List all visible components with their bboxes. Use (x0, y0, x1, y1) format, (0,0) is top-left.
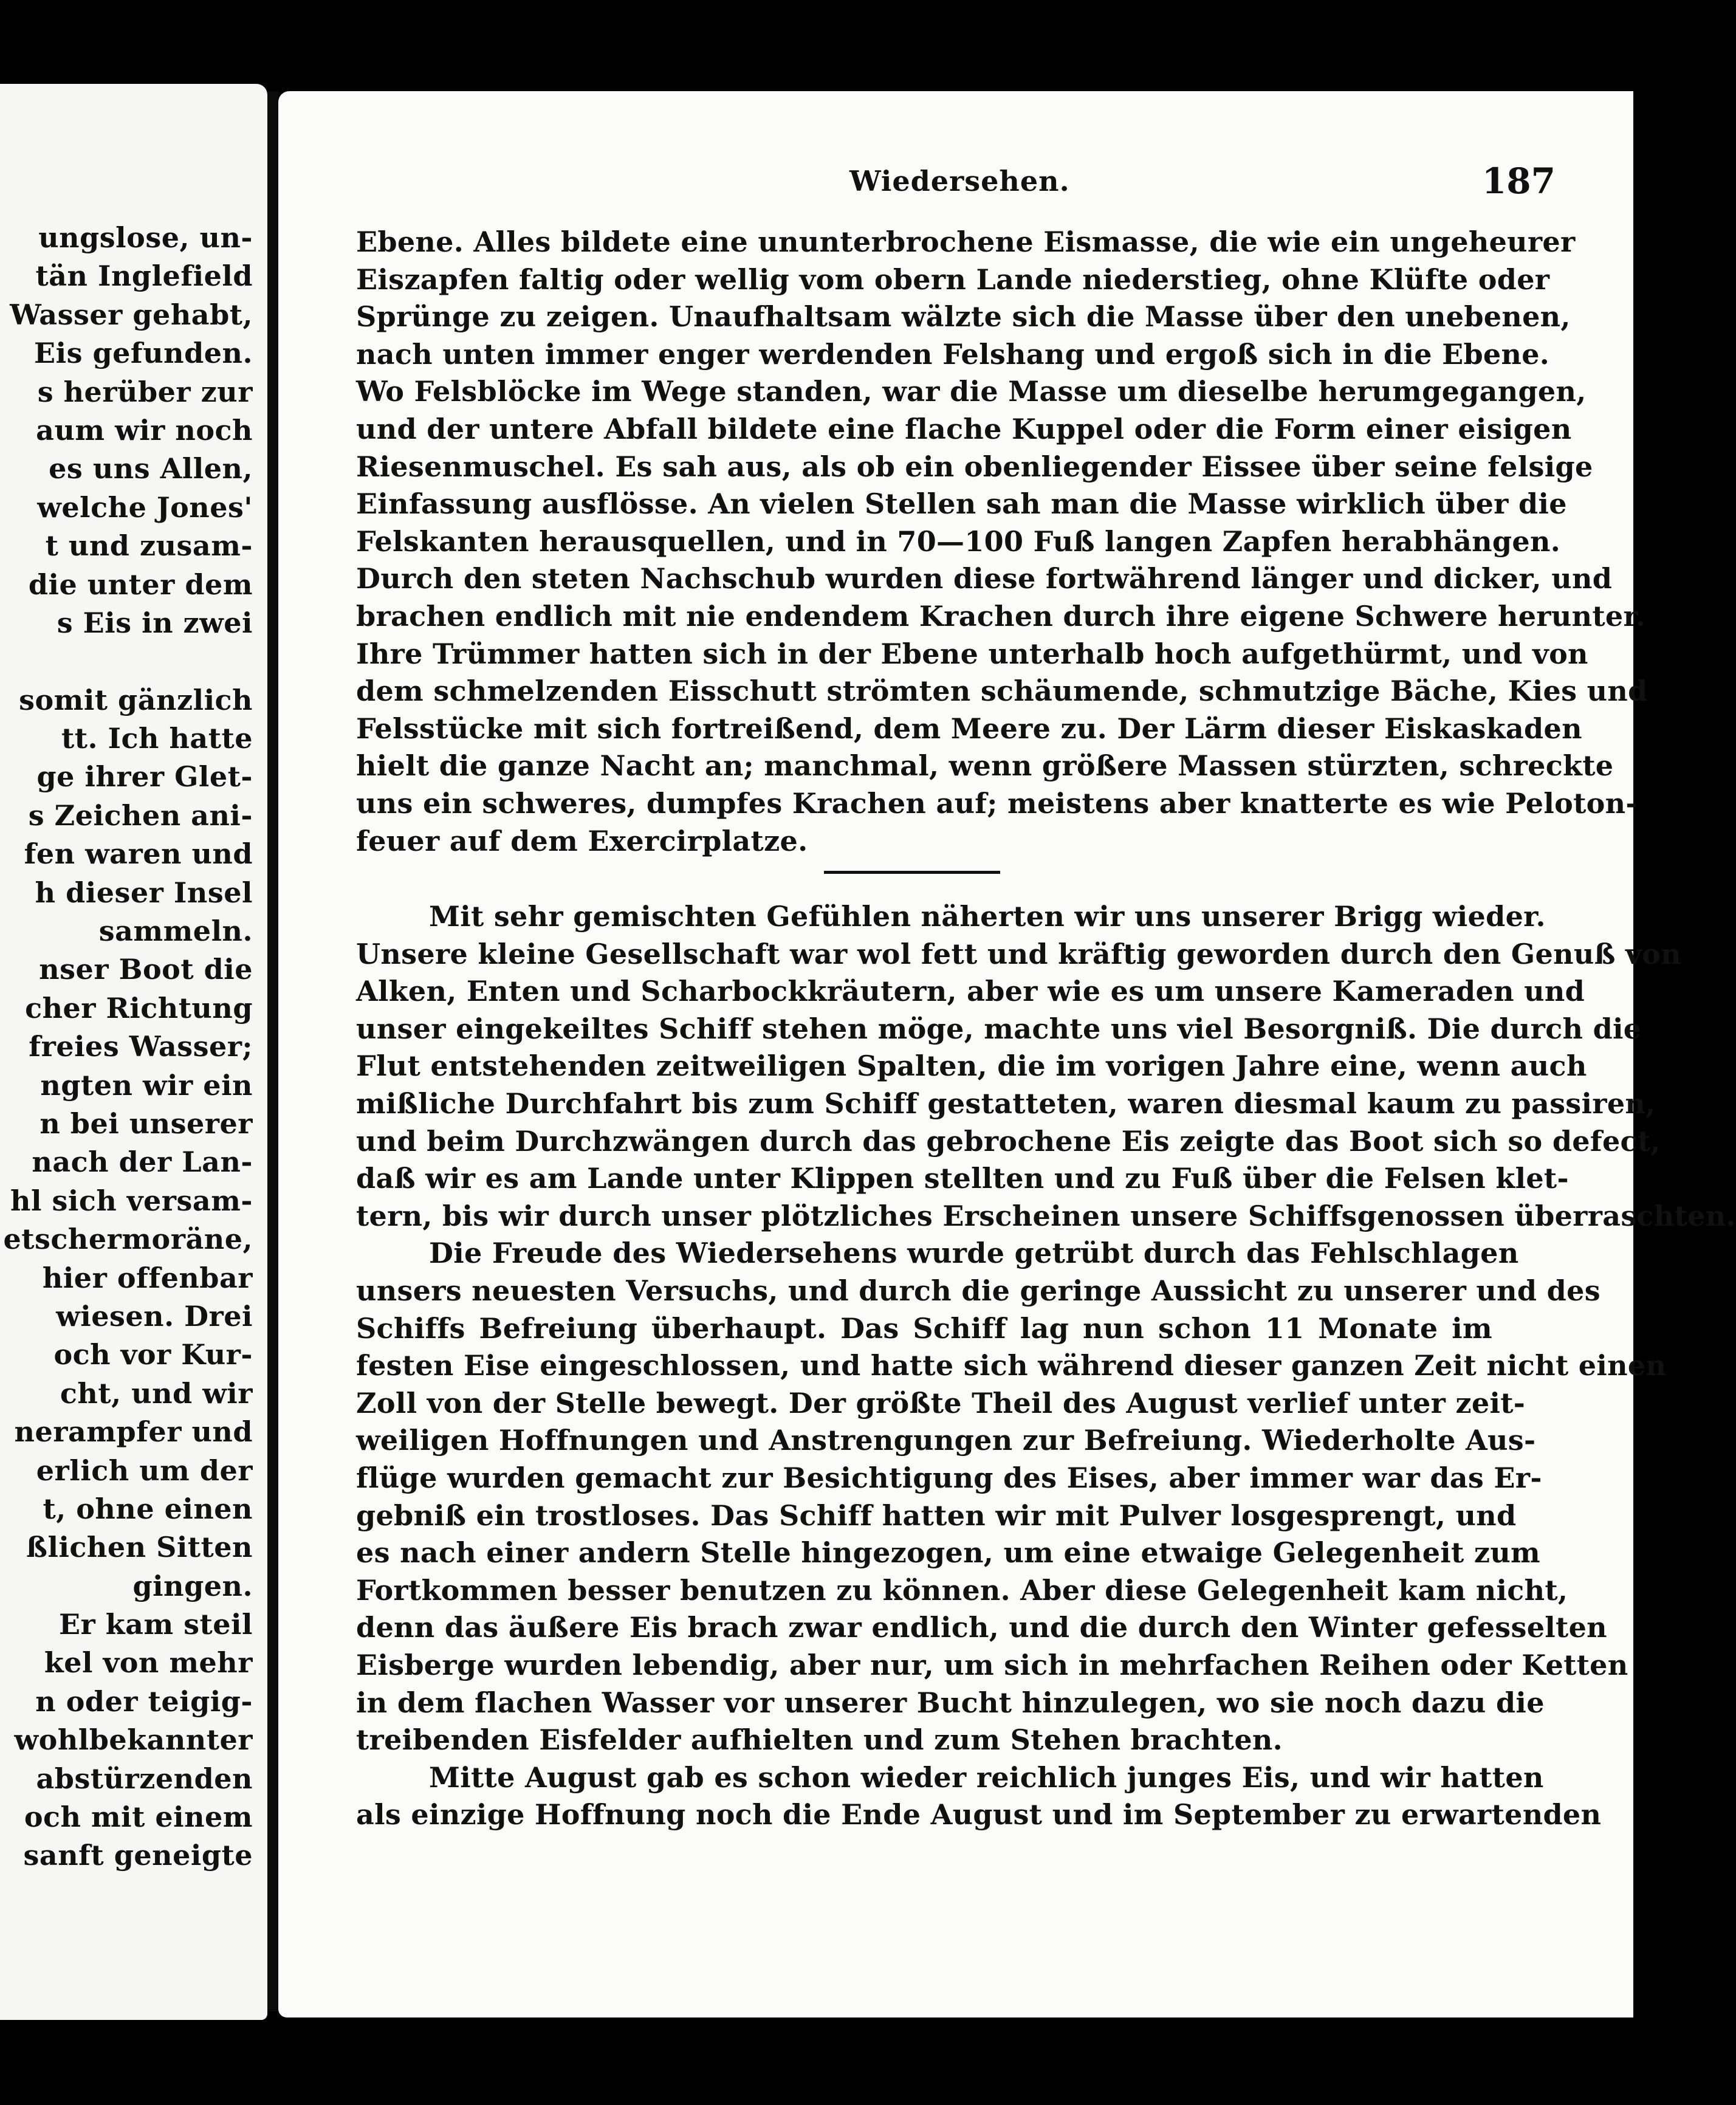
section-divider (824, 871, 1000, 874)
text-line: Wo Felsblöcke im Wege standen, war die Masse um dieselbe herumgegangen, (356, 375, 1587, 408)
text-line: flüge wurden gemacht zur Besichtigung des Eises, aber immer war das Er- (356, 1461, 1542, 1494)
left-page-line: s Zeichen ani- (28, 798, 253, 832)
left-page-line: ngten wir ein (40, 1068, 253, 1102)
text-line: denn das äußere Eis brach zwar endlich, und die durch den Winter gefesselten (356, 1611, 1607, 1644)
left-page-line: freies Wasser; (29, 1030, 253, 1063)
text-line: Zoll von der Stelle bewegt. Der größte Theil des August verlief unter zeit- (356, 1386, 1526, 1420)
left-page-line: s Eis in zwei (57, 606, 253, 639)
left-page-line: ßlichen Sitten (26, 1531, 253, 1564)
left-page-line: tän Inglefield (35, 259, 253, 293)
left-page-line: tt. Ich hatte (61, 722, 253, 755)
text-line: Felskanten herausquellen, und in 70—100 Fuß langen Zapfen herabhängen. (356, 524, 1561, 558)
text-line: dem schmelzenden Eisschutt strömten schäumende, schmutzige Bäche, Kies und (356, 675, 1648, 708)
text-line: und beim Durchzwängen durch das gebrochene Eis zeigte das Boot sich so defect, (356, 1124, 1661, 1158)
text-line: Ihre Trümmer hatten sich in der Ebene unterhalb hoch aufgethürmt, und von (356, 637, 1588, 670)
text-line: tern, bis wir durch unser plötzliches Erscheinen unsere Schiffsgenossen überraschten. (356, 1199, 1736, 1232)
right-page (278, 91, 1736, 2017)
text-line: treibenden Eisfelder aufhielten und zum Stehen brachten. (356, 1723, 1283, 1757)
text-line: Sprünge zu zeigen. Unaufhaltsam wälzte sich die Masse über den unebenen, (356, 300, 1571, 334)
left-page-line: etschermoräne, (3, 1223, 253, 1256)
left-page-line: ge ihrer Glet- (36, 760, 253, 794)
text-line: Einfassung ausflösse. An vielen Stellen sah man die Masse wirklich über die (356, 487, 1567, 521)
text-line: festen Eise eingeschlossen, und hatte sich während dieser ganzen Zeit nicht einen (356, 1349, 1667, 1382)
left-page-line: och vor Kur- (53, 1338, 253, 1372)
left-page-line: kel von mehr (44, 1646, 253, 1680)
text-line: Fortkommen besser benutzen zu können. Aber diese Gelegenheit kam nicht, (356, 1573, 1568, 1607)
left-page-line: hl sich versam- (10, 1184, 253, 1217)
text-line: als einzige Hoffnung noch die Ende August und im September zu erwartenden (356, 1798, 1602, 1832)
text-line: Riesenmuschel. Es sah aus, als ob ein obenliegender Eissee über seine felsige (356, 450, 1593, 483)
left-page-line: hier offenbar (42, 1261, 253, 1294)
body-text (356, 224, 1736, 1834)
text-line: uns ein schweres, dumpfes Krachen auf; meistens aber knatterte es wie Peloton- (356, 786, 1638, 820)
book-gutter (267, 91, 278, 2011)
text-line: Felsstücke mit sich fortreißend, dem Meere zu. Der Lärm dieser Eiskaskaden (356, 712, 1582, 745)
left-page-line: Er kam steil (58, 1608, 253, 1641)
left-page-line: Wasser gehabt, (10, 298, 253, 331)
text-line: Eisberge wurden lebendig, aber nur, um sich in mehrfachen Reihen oder Ketten (356, 1648, 1628, 1681)
left-page-line: Eis gefunden. (34, 337, 253, 370)
left-page-line: h dieser Insel (35, 876, 253, 909)
paragraph (356, 898, 1736, 1235)
text-line: und der untere Abfall bildete eine flache Kuppel oder die Form einer eisigen (356, 412, 1572, 445)
text-line: feuer auf dem Exercirplatze. (356, 824, 808, 857)
left-page-line: cher Richtung (25, 991, 253, 1025)
text-line: weiligen Hoffnungen und Anstrengungen zur Befreiung. Wiederholte Aus- (356, 1424, 1536, 1457)
running-head (278, 157, 1633, 205)
text-line: Ebene. Alles bildete eine ununterbrochene Eismasse, die wie ein ungeheurer (356, 225, 1576, 258)
left-page-line: somit gänzlich (19, 683, 253, 716)
left-page-line: die unter dem (28, 568, 253, 601)
text-line: gebniß ein trostloses. Das Schiff hatten wir mit Pulver losgesprengt, und (356, 1499, 1517, 1532)
left-page-line: nach der Lan- (32, 1145, 253, 1179)
text-line: Schiffs Befreiung überhaupt. Das Schiff lag nun schon 11 Monate im (356, 1311, 1492, 1345)
paragraph (356, 1235, 1667, 1759)
paragraph (356, 224, 1648, 860)
left-page-line: t und zusam- (45, 529, 253, 563)
text-line: Flut entstehenden zeitweiligen Spalten, die im vorigen Jahre eine, wenn auch (356, 1049, 1587, 1083)
left-page-line: abstürzenden (36, 1762, 253, 1795)
text-line: unsers neuesten Versuchs, und durch die geringe Aussicht zu unserer und des (356, 1274, 1600, 1308)
text-line: Mit sehr gemischten Gefühlen näherten wir uns unserer Brigg wieder. (429, 900, 1546, 933)
text-line: Die Freude des Wiedersehens wurde getrübt durch das Fehlschlagen (429, 1237, 1519, 1270)
text-line: Durch den steten Nachschub wurden diese fortwährend länger und dicker, und (356, 562, 1613, 596)
left-page (0, 84, 267, 2020)
left-page-line: welche Jones' (37, 490, 253, 524)
left-page-line: nser Boot die (39, 953, 253, 986)
paragraph (356, 1759, 1602, 1834)
left-page-line: t, ohne einen (43, 1492, 253, 1525)
left-page-line: gingen. (132, 1569, 253, 1602)
left-page-line: s herüber zur (37, 375, 253, 408)
left-page-line: fen waren und (24, 837, 253, 871)
left-page-line: ungslose, un- (38, 221, 253, 254)
left-page-line: n oder teigig- (35, 1684, 253, 1718)
text-line: mißliche Durchfahrt bis zum Schiff gestatteten, waren diesmal kaum zu passiren, (356, 1087, 1656, 1121)
left-page-line: erlich um der (36, 1454, 253, 1487)
text-line: daß wir es am Lande unter Klippen stellten und zu Fuß über die Felsen klet- (356, 1162, 1569, 1195)
page-number: 187 (1481, 160, 1556, 202)
left-page-line: cht, und wir (60, 1376, 253, 1410)
text-line: brachen endlich mit nie endendem Krachen durch ihre eigene Schwere herunter. (356, 599, 1646, 633)
left-page-line: nerampfer und (14, 1415, 253, 1449)
text-line: in dem flachen Wasser vor unserer Bucht hinzulegen, wo sie noch dazu die (356, 1686, 1545, 1719)
text-line: Mitte August gab es schon wieder reichlich junges Eis, und wir hatten (429, 1760, 1544, 1794)
text-line: Unsere kleine Gesellschaft war wol fett und kräftig geworden durch den Genuß von (356, 937, 1681, 970)
text-line: nach unten immer enger werdenden Felshang und ergoß sich in die Ebene. (356, 337, 1550, 371)
left-page-line: wiesen. Drei (56, 1299, 253, 1333)
left-page-line (0, 642, 253, 681)
left-page-line: aum wir noch (36, 413, 253, 447)
text-line: Eiszapfen faltig oder wellig vom obern Lande niederstieg, ohne Klüfte oder (356, 263, 1550, 296)
left-page-text (0, 219, 253, 1875)
left-page-line: sammeln. (98, 915, 253, 948)
text-line: es nach einer andern Stelle hingezogen, um eine etwaige Gelegenheit zum (356, 1536, 1541, 1570)
running-head-title: Wiedersehen. (849, 165, 1070, 197)
left-page-line: es uns Allen, (49, 452, 253, 486)
text-line: unser eingekeiltes Schiff stehen möge, machte uns viel Besorgniß. Die durch die (356, 1012, 1642, 1045)
left-page-line: sanft geneigte (23, 1839, 253, 1872)
left-page-line: n bei unserer (39, 1107, 253, 1140)
text-line: Alken, Enten und Scharbockkräutern, aber wie es um unsere Kameraden und (356, 975, 1585, 1008)
left-page-line: wohlbekannter (14, 1723, 253, 1757)
text-line: hielt die ganze Nacht an; manchmal, wenn größere Massen stürzten, schreckte (356, 749, 1614, 783)
left-page-line: och mit einem (24, 1801, 253, 1834)
